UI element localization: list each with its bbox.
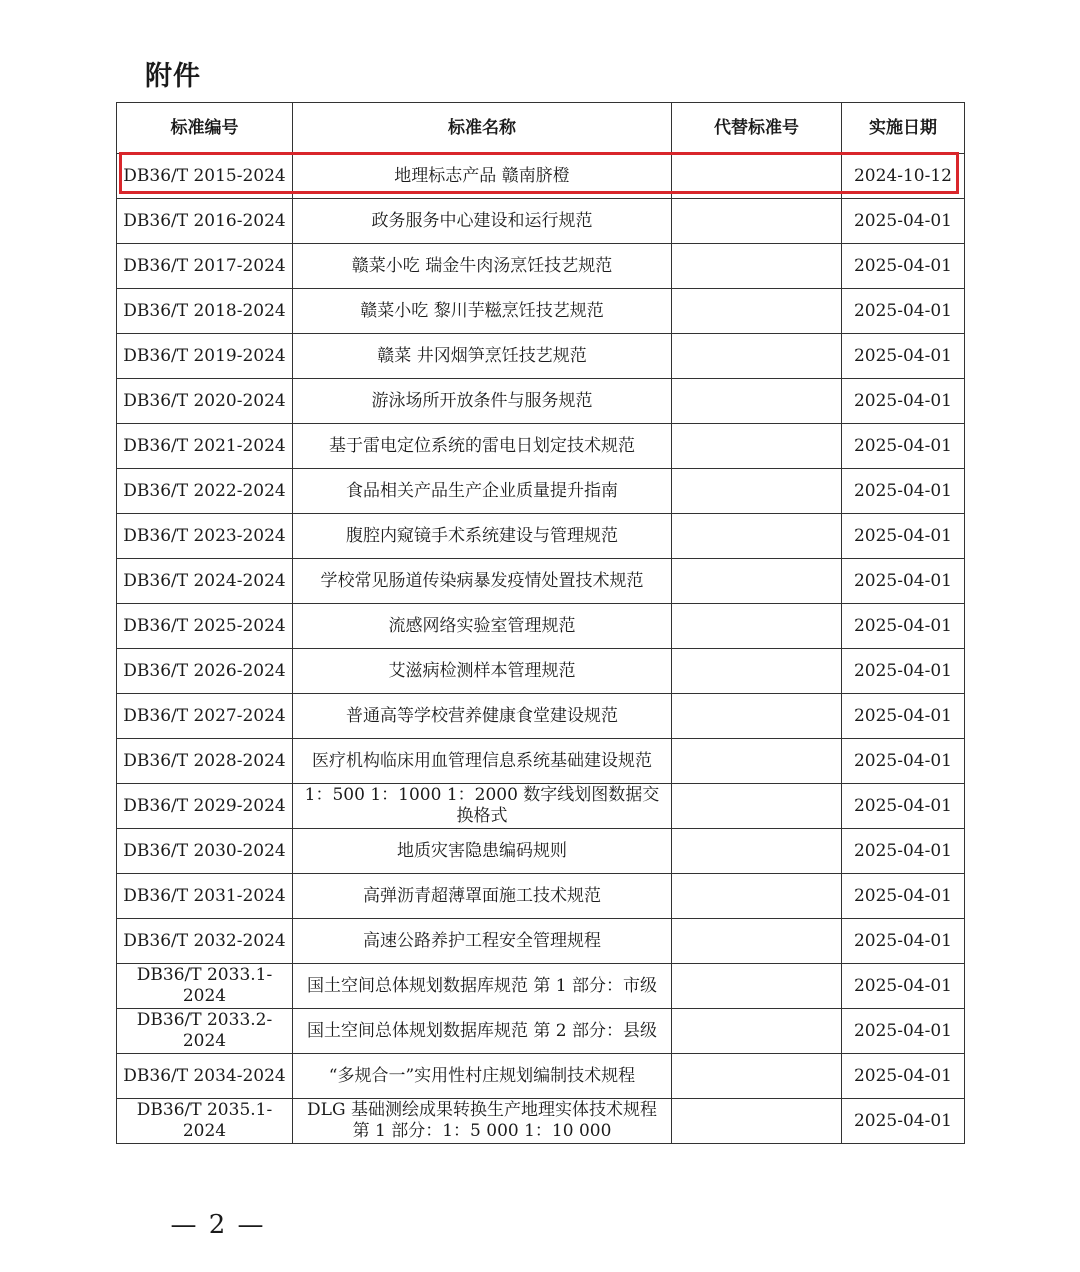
table-row bbox=[117, 1054, 965, 1099]
cell-date: 2025-04-01 bbox=[842, 829, 965, 874]
cell-name: 医疗机构临床用血管理信息系统基础建设规范 bbox=[293, 739, 672, 784]
header-replaces: 代替标准号 bbox=[672, 103, 842, 154]
cell-replaces bbox=[672, 154, 842, 199]
header-date: 实施日期 bbox=[842, 103, 965, 154]
cell-code: DB36/T 2033.1-2024 bbox=[117, 964, 293, 1009]
cell-replaces bbox=[672, 874, 842, 919]
cell-code: DB36/T 2023-2024 bbox=[117, 514, 293, 559]
cell-replaces bbox=[672, 829, 842, 874]
table-row bbox=[117, 784, 965, 829]
table-row bbox=[117, 559, 965, 604]
cell-name: 地质灾害隐患编码规则 bbox=[293, 829, 672, 874]
cell-replaces bbox=[672, 964, 842, 1009]
table-row bbox=[117, 649, 965, 694]
cell-code: DB36/T 2016-2024 bbox=[117, 199, 293, 244]
cell-code: DB36/T 2024-2024 bbox=[117, 559, 293, 604]
cell-code: DB36/T 2018-2024 bbox=[117, 289, 293, 334]
cell-name: 艾滋病检测样本管理规范 bbox=[293, 649, 672, 694]
cell-date: 2025-04-01 bbox=[842, 199, 965, 244]
cell-replaces bbox=[672, 739, 842, 784]
table-row bbox=[117, 244, 965, 289]
cell-replaces bbox=[672, 649, 842, 694]
table-row bbox=[117, 334, 965, 379]
cell-code: DB36/T 2019-2024 bbox=[117, 334, 293, 379]
table-row bbox=[117, 604, 965, 649]
table-row bbox=[117, 514, 965, 559]
table-row bbox=[117, 919, 965, 964]
cell-code: DB36/T 2020-2024 bbox=[117, 379, 293, 424]
cell-replaces bbox=[672, 424, 842, 469]
cell-date: 2025-04-01 bbox=[842, 244, 965, 289]
table-body bbox=[117, 154, 965, 1144]
cell-code: DB36/T 2027-2024 bbox=[117, 694, 293, 739]
standards-table bbox=[116, 102, 965, 1144]
table-row bbox=[117, 694, 965, 739]
cell-replaces bbox=[672, 1054, 842, 1099]
cell-name: 国土空间总体规划数据库规范 第 2 部分：县级 bbox=[293, 1009, 672, 1054]
cell-replaces bbox=[672, 694, 842, 739]
cell-date: 2025-04-01 bbox=[842, 964, 965, 1009]
cell-code: DB36/T 2029-2024 bbox=[117, 784, 293, 829]
header-name: 标准名称 bbox=[293, 103, 672, 154]
cell-date: 2025-04-01 bbox=[842, 469, 965, 514]
cell-name: 政务服务中心建设和运行规范 bbox=[293, 199, 672, 244]
cell-code: DB36/T 2034-2024 bbox=[117, 1054, 293, 1099]
cell-name: 腹腔内窥镜手术系统建设与管理规范 bbox=[293, 514, 672, 559]
cell-date: 2025-04-01 bbox=[842, 379, 965, 424]
table-row bbox=[117, 1009, 965, 1054]
cell-name: 游泳场所开放条件与服务规范 bbox=[293, 379, 672, 424]
cell-date: 2025-04-01 bbox=[842, 289, 965, 334]
cell-replaces bbox=[672, 919, 842, 964]
cell-name: DLG 基础测绘成果转换生产地理实体技术规程 第 1 部分：1：5 000 1：10 000 bbox=[293, 1099, 672, 1144]
cell-name: 赣菜小吃 瑞金牛肉汤烹饪技艺规范 bbox=[293, 244, 672, 289]
table-row bbox=[117, 469, 965, 514]
cell-replaces bbox=[672, 379, 842, 424]
cell-name: 国土空间总体规划数据库规范 第 1 部分：市级 bbox=[293, 964, 672, 1009]
cell-code: DB36/T 2021-2024 bbox=[117, 424, 293, 469]
cell-replaces bbox=[672, 289, 842, 334]
cell-name: 基于雷电定位系统的雷电日划定技术规范 bbox=[293, 424, 672, 469]
cell-code: DB36/T 2030-2024 bbox=[117, 829, 293, 874]
cell-code: DB36/T 2032-2024 bbox=[117, 919, 293, 964]
cell-date: 2025-04-01 bbox=[842, 514, 965, 559]
cell-code: DB36/T 2015-2024 bbox=[117, 154, 293, 199]
cell-replaces bbox=[672, 334, 842, 379]
cell-date: 2025-04-01 bbox=[842, 919, 965, 964]
table-row bbox=[117, 424, 965, 469]
table-row bbox=[117, 874, 965, 919]
cell-replaces bbox=[672, 559, 842, 604]
table-header bbox=[117, 103, 965, 154]
cell-name: 普通高等学校营养健康食堂建设规范 bbox=[293, 694, 672, 739]
cell-date: 2025-04-01 bbox=[842, 559, 965, 604]
cell-date: 2025-04-01 bbox=[842, 334, 965, 379]
cell-replaces bbox=[672, 1009, 842, 1054]
table-row bbox=[117, 154, 965, 199]
page-number: — 2 — bbox=[170, 1210, 266, 1240]
cell-name: “多规合一”实用性村庄规划编制技术规程 bbox=[293, 1054, 672, 1099]
table-row bbox=[117, 379, 965, 424]
cell-replaces bbox=[672, 604, 842, 649]
cell-name: 地理标志产品 赣南脐橙 bbox=[293, 154, 672, 199]
table-row bbox=[117, 289, 965, 334]
cell-date: 2025-04-01 bbox=[842, 1099, 965, 1144]
cell-date: 2025-04-01 bbox=[842, 1054, 965, 1099]
cell-name: 1：500 1：1000 1：2000 数字线划图数据交换格式 bbox=[293, 784, 672, 829]
cell-name: 学校常见肠道传染病暴发疫情处置技术规范 bbox=[293, 559, 672, 604]
header-row bbox=[117, 103, 965, 154]
cell-code: DB36/T 2035.1-2024 bbox=[117, 1099, 293, 1144]
cell-replaces bbox=[672, 514, 842, 559]
cell-date: 2025-04-01 bbox=[842, 604, 965, 649]
cell-date: 2025-04-01 bbox=[842, 874, 965, 919]
cell-date: 2024-10-12 bbox=[842, 154, 965, 199]
cell-date: 2025-04-01 bbox=[842, 784, 965, 829]
cell-replaces bbox=[672, 784, 842, 829]
cell-code: DB36/T 2033.2-2024 bbox=[117, 1009, 293, 1054]
cell-code: DB36/T 2031-2024 bbox=[117, 874, 293, 919]
table-row bbox=[117, 1099, 965, 1144]
cell-date: 2025-04-01 bbox=[842, 424, 965, 469]
cell-code: DB36/T 2017-2024 bbox=[117, 244, 293, 289]
cell-replaces bbox=[672, 244, 842, 289]
table-row bbox=[117, 829, 965, 874]
cell-name: 赣菜小吃 黎川芋糍烹饪技艺规范 bbox=[293, 289, 672, 334]
cell-date: 2025-04-01 bbox=[842, 649, 965, 694]
cell-code: DB36/T 2022-2024 bbox=[117, 469, 293, 514]
cell-name: 赣菜 井冈烟笋烹饪技艺规范 bbox=[293, 334, 672, 379]
cell-code: DB36/T 2026-2024 bbox=[117, 649, 293, 694]
cell-name: 流感网络实验室管理规范 bbox=[293, 604, 672, 649]
cell-name: 高弹沥青超薄罩面施工技术规范 bbox=[293, 874, 672, 919]
cell-replaces bbox=[672, 1099, 842, 1144]
cell-date: 2025-04-01 bbox=[842, 1009, 965, 1054]
table-row bbox=[117, 964, 965, 1009]
cell-name: 高速公路养护工程安全管理规程 bbox=[293, 919, 672, 964]
attachment-heading: 附件 bbox=[145, 61, 201, 92]
header-code: 标准编号 bbox=[117, 103, 293, 154]
cell-replaces bbox=[672, 199, 842, 244]
cell-code: DB36/T 2025-2024 bbox=[117, 604, 293, 649]
cell-code: DB36/T 2028-2024 bbox=[117, 739, 293, 784]
cell-replaces bbox=[672, 469, 842, 514]
cell-name: 食品相关产品生产企业质量提升指南 bbox=[293, 469, 672, 514]
table-row bbox=[117, 739, 965, 784]
cell-date: 2025-04-01 bbox=[842, 694, 965, 739]
cell-date: 2025-04-01 bbox=[842, 739, 965, 784]
table-row bbox=[117, 199, 965, 244]
